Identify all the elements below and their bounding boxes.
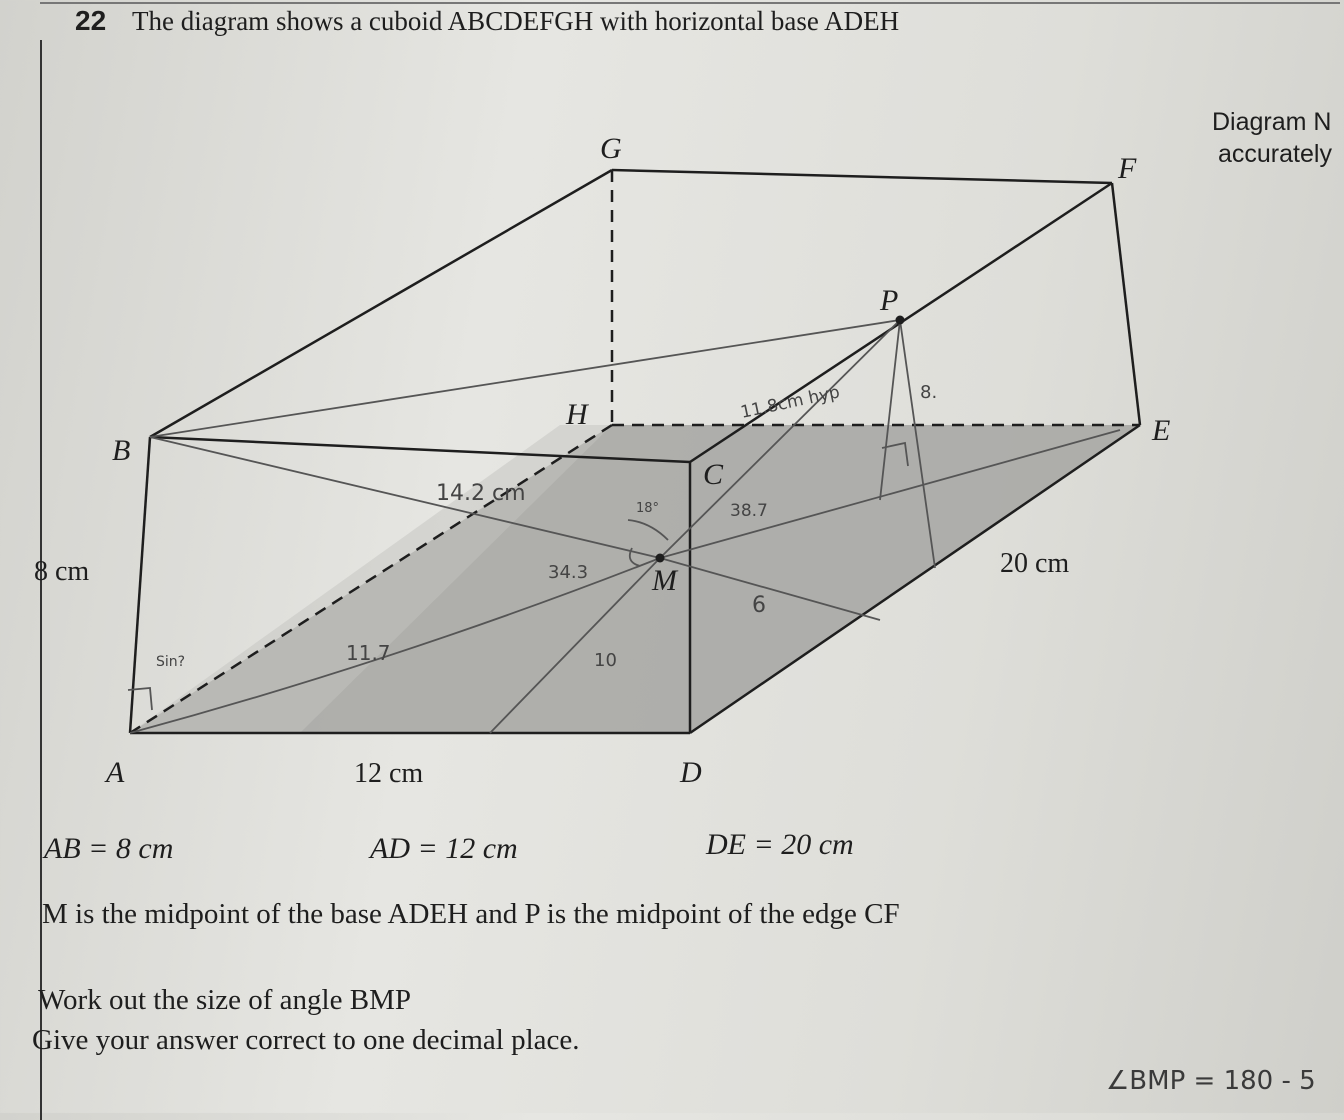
- task-decimal-place: Give your answer correct to one decimal place.: [32, 1024, 580, 1056]
- vertex-label-d: D: [680, 756, 702, 789]
- annotation-angle-38: 38.7: [730, 501, 768, 521]
- statement-text: M is the midpoint of the base ADEH and P is the midpoint of the edge CF: [42, 898, 900, 930]
- given-de: DE = 20 cm: [706, 828, 854, 861]
- point-m: [656, 554, 665, 563]
- given-ad: AD = 12 cm: [370, 832, 518, 865]
- question-number: 22: [75, 5, 107, 36]
- annotation-bp-hyp: 11.8cm hyp: [738, 382, 842, 423]
- handwritten-working: ∠BMP = 180 - 5: [1106, 1066, 1316, 1096]
- vertex-label-c: C: [703, 458, 724, 491]
- line-bp: [150, 320, 900, 437]
- annotation-ten-deg: 18°: [636, 501, 660, 516]
- annotation-sin: Sin?: [156, 654, 186, 670]
- annotation-md: 10: [594, 650, 617, 671]
- dimension-height: 8 cm: [34, 556, 90, 587]
- vertex-label-a: A: [106, 756, 125, 789]
- annotation-am: 11.7: [346, 641, 391, 665]
- vertex-label-e: E: [1152, 414, 1171, 447]
- question-text: The diagram shows a cuboid ABCDEFGH with horizontal base ADEH: [132, 6, 900, 36]
- diagram-note-line1: Diagram N: [1212, 108, 1332, 136]
- vertex-label-g: G: [600, 132, 622, 165]
- vertex-label-b: B: [112, 434, 131, 467]
- vertex-label-f: F: [1118, 152, 1137, 185]
- given-ab: AB = 8 cm: [44, 832, 174, 865]
- annotation-p-height: 8.: [920, 382, 938, 403]
- task-work-out: Work out the size of angle BMP: [38, 984, 411, 1016]
- dimension-depth: 20 cm: [1000, 548, 1070, 579]
- vertex-label-h: H: [566, 398, 588, 431]
- diagram-note-line2: accurately: [1218, 140, 1332, 168]
- vertex-label-p: P: [880, 284, 899, 317]
- annotation-six: 6: [752, 593, 766, 618]
- edge-fg: [612, 170, 1112, 183]
- edge-ef: [1112, 183, 1140, 425]
- dimension-width: 12 cm: [354, 758, 424, 789]
- edge-gb: [150, 170, 612, 437]
- vertex-label-m: M: [652, 564, 677, 597]
- annotation-angle-34: 34.3: [548, 562, 589, 583]
- annotation-bm: 14.2 cm: [436, 481, 526, 506]
